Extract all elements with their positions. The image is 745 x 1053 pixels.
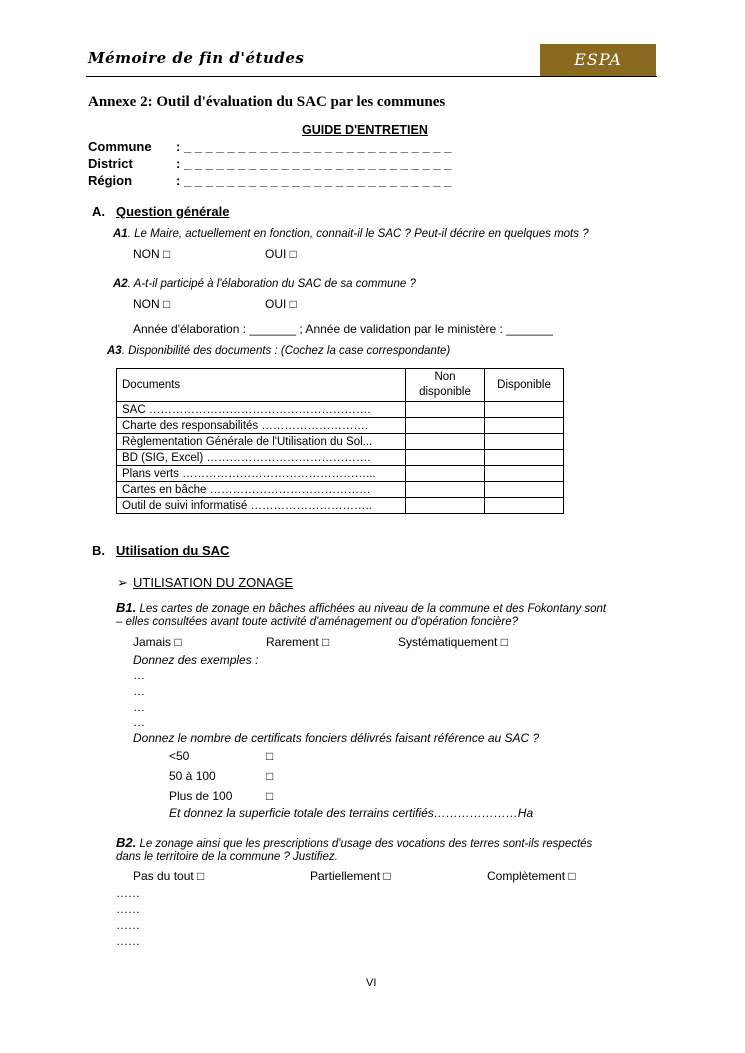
document-header-title: Mémoire de fin d'études xyxy=(88,49,305,67)
surface-prompt: Et donnez la superficie totale des terrains certifiés…………………Ha xyxy=(169,806,534,820)
question-a2-text: . A-t-il participé à l'élaboration du SAC de sa commune ? xyxy=(127,278,416,290)
bullet-arrow-icon: ➢ xyxy=(117,575,128,590)
justification-line: …… xyxy=(116,934,140,948)
section-a-title: Question générale xyxy=(116,204,230,219)
justification-line: …… xyxy=(116,886,140,900)
question-b1-line1 xyxy=(116,600,606,615)
b2-completement-option: Complètement □ xyxy=(487,869,576,883)
disponible-cell[interactable] xyxy=(485,402,564,418)
b2-pas-du-tout-option: Pas du tout □ xyxy=(133,869,205,883)
question-a2 xyxy=(113,278,416,290)
example-line: … xyxy=(133,684,145,698)
table-header-row xyxy=(117,369,564,402)
question-b2-line1 xyxy=(116,835,592,850)
disponible-cell[interactable] xyxy=(485,482,564,498)
page-number: VI xyxy=(366,977,377,989)
header-divider xyxy=(86,76,657,77)
non-disponible-cell[interactable] xyxy=(406,434,485,450)
question-a3-number: A3 xyxy=(107,345,122,357)
document-name: Plans verts …………………………………………... xyxy=(117,466,406,482)
header-disponible: Disponible xyxy=(485,369,564,402)
question-a3 xyxy=(107,345,450,357)
document-name: BD (SIG, Excel) ……………………………………. xyxy=(117,450,406,466)
guide-title: GUIDE D'ENTRETIEN xyxy=(302,123,428,137)
disponible-cell[interactable] xyxy=(485,466,564,482)
header-documents: Documents xyxy=(117,369,406,402)
non-disponible-cell[interactable] xyxy=(406,402,485,418)
question-a3-text: . Disponibilité des documents : (Cochez la case correspondante) xyxy=(121,345,451,357)
document-name: Règlementation Générale de l'Utilisation du Sol... xyxy=(117,434,406,450)
region-field: : _ _ _ _ _ _ _ _ _ _ _ _ _ _ _ _ _ _ _ _ _ _ _ _ _ xyxy=(176,173,452,188)
annexe-title: Annexe 2: Outil d'évaluation du SAC par les communes xyxy=(88,94,446,110)
table-row xyxy=(117,482,564,498)
a2-non-option: NON □ xyxy=(133,297,171,311)
justification-line: …… xyxy=(116,918,140,932)
cert-option-checkbox[interactable]: □ xyxy=(266,749,274,763)
question-a2-number: A2 xyxy=(113,278,128,290)
cert-option-label: Plus de 100 xyxy=(169,789,233,803)
header-non-disponible: Non disponible xyxy=(406,369,485,402)
certificates-prompt: Donnez le nombre de certificats fonciers délivrés faisant référence au SAC ? xyxy=(133,731,540,745)
commune-field: : _ _ _ _ _ _ _ _ _ _ _ _ _ _ _ _ _ _ _ _ _ _ _ _ _ xyxy=(176,139,452,154)
b1-rarement-option: Rarement □ xyxy=(266,635,330,649)
question-a1-number: A1 xyxy=(113,228,128,240)
documents-table xyxy=(116,368,564,514)
question-b2-line2: dans le territoire de la commune ? Justifiez. xyxy=(116,851,338,863)
question-b1-number: B1. xyxy=(116,600,137,615)
question-b1-line2: – elles consultées avant toute activité d'aménagement ou d'opération foncière? xyxy=(116,616,519,628)
cert-option-label: <50 xyxy=(169,749,190,763)
b2-partiellement-option: Partiellement □ xyxy=(310,869,391,883)
section-a-letter: A. xyxy=(92,204,105,219)
table-row xyxy=(117,466,564,482)
question-b2-text: Le zonage ainsi que les prescriptions d'usage des vocations des terres sont-ils respectés xyxy=(139,838,593,850)
question-b1-text: Les cartes de zonage en bâches affichées au niveau de la commune et des Fokontany sont xyxy=(139,603,607,615)
disponible-cell[interactable] xyxy=(485,418,564,434)
disponible-cell[interactable] xyxy=(485,434,564,450)
school-badge-label: ESPA xyxy=(574,50,622,69)
school-badge xyxy=(540,44,656,76)
non-disponible-cell[interactable] xyxy=(406,466,485,482)
document-name: Charte des responsabilités ………………………. xyxy=(117,418,406,434)
example-line: … xyxy=(133,668,145,682)
question-a1 xyxy=(113,228,589,240)
b1-systematiquement-option: Systématiquement □ xyxy=(398,635,508,649)
cert-option-checkbox[interactable]: □ xyxy=(266,789,274,803)
disponible-cell[interactable] xyxy=(485,450,564,466)
table-row xyxy=(117,402,564,418)
document-name: SAC …………………………………………………. xyxy=(117,402,406,418)
non-disponible-cell[interactable] xyxy=(406,482,485,498)
table-row xyxy=(117,434,564,450)
district-field: : _ _ _ _ _ _ _ _ _ _ _ _ _ _ _ _ _ _ _ _ _ _ _ _ _ xyxy=(176,156,452,171)
section-b-letter: B. xyxy=(92,543,105,558)
a1-oui-option: OUI □ xyxy=(265,247,297,261)
section-b-title: Utilisation du SAC xyxy=(116,543,230,558)
question-b2-number: B2. xyxy=(116,835,137,850)
zonage-subtitle: UTILISATION DU ZONAGE xyxy=(133,575,294,590)
district-label: District xyxy=(88,156,133,171)
disponible-cell[interactable] xyxy=(485,498,564,514)
question-a1-text: . Le Maire, actuellement en fonction, connait-il le SAC ? Peut-il décrire en quelques mots ? xyxy=(127,228,589,240)
commune-label: Commune xyxy=(88,139,152,154)
document-name: Outil de suivi informatisé ………………………….. xyxy=(117,498,406,514)
a2-oui-option: OUI □ xyxy=(265,297,297,311)
a1-non-option: NON □ xyxy=(133,247,171,261)
cert-option-label: 50 à 100 xyxy=(169,769,216,783)
non-disponible-cell[interactable] xyxy=(406,450,485,466)
a2-years-line: Année d'élaboration : _______ ; Année de validation par le ministère : _______ xyxy=(133,322,553,336)
table-row xyxy=(117,450,564,466)
region-label: Région xyxy=(88,173,133,188)
non-disponible-cell[interactable] xyxy=(406,498,485,514)
document-name: Cartes en bâche …………………………………… xyxy=(117,482,406,498)
example-line: … xyxy=(133,715,145,729)
cert-option-checkbox[interactable]: □ xyxy=(266,769,274,783)
b1-jamais-option: Jamais □ xyxy=(133,635,182,649)
examples-prompt: Donnez des exemples : xyxy=(133,653,259,667)
justification-line: …… xyxy=(116,902,140,916)
non-disponible-cell[interactable] xyxy=(406,418,485,434)
table-row xyxy=(117,498,564,514)
example-line: … xyxy=(133,700,145,714)
table-row xyxy=(117,418,564,434)
